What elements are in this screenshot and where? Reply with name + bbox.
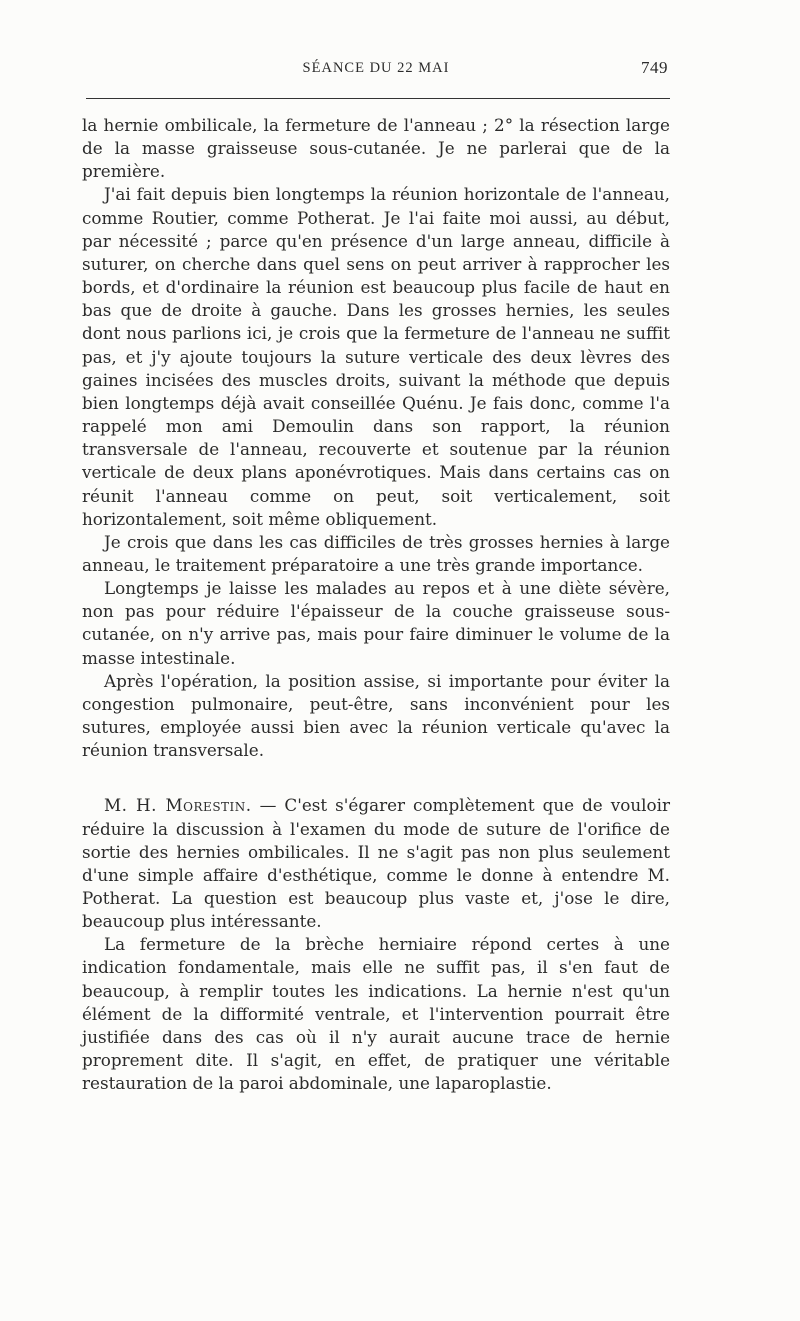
running-header	[84, 60, 668, 84]
page-number: 749	[641, 58, 668, 77]
speaker-paragraph	[82, 794, 670, 933]
paragraph-continuation: la hernie ombilicale, la fermeture de l'anneau ; 2° la résection large de la masse graisseuse sous-cutanée. Je ne parlerai que de la première.	[82, 115, 670, 182]
paragraph: Longtemps je laisse les malades au repos et à une diète sévère, non pas pour réduire l'épaisseur de la couche graisseuse sous-cutanée, on n'y arrive pas, mais pour faire diminuer le volume de la masse intestinale.	[82, 578, 670, 668]
speaker-name: M. H. Morestin.	[104, 795, 252, 816]
running-title: SÉANCE DU 22 MAI	[302, 60, 450, 76]
header-rule	[86, 98, 670, 99]
paragraph: Je crois que dans les cas difficiles de très grosses hernies à large anneau, le traitement préparatoire a une très grande importance.	[82, 531, 670, 575]
paragraph: Après l'opération, la position assise, si importante pour éviter la congestion pulmonaire, peut-être, sans inconvénient pour les sutures, employée aussi bien avec la réunion verticale qu'avec la réunion transversale.	[82, 670, 670, 761]
paragraph: La fermeture de la brèche herniaire répond certes à une indication fondamentale, mais elle ne suffit pas, il s'en faut de beaucoup, à remplir toutes les indications. La hernie n'est qu'un élément de la difformité ventrale, et l'intervention pourrait être justifiée dans des cas où il n'y aurait aucune trace de hernie proprement dite. Il s'agit, en effet, de pratiquer une véritable restauration de la paroi abdominale, une laparoplastie.	[82, 934, 670, 1094]
body-text	[82, 114, 670, 1095]
section-gap	[82, 762, 670, 794]
speaker-text: — C'est s'égarer complètement que de vouloir réduire la discussion à l'examen du mode de suture de l'orifice de sortie des hernies ombilicales. Il ne s'agit pas non plus seulement d'une simple affaire d'esthétique, comme le donne à entendre M. Potherat. La question est beaucoup plus vaste et, j'ose le dire, beaucoup plus intéressante.	[82, 795, 670, 932]
paragraph: J'ai fait depuis bien longtemps la réunion horizontale de l'anneau, comme Routier, comme Potherat. Je l'ai faite moi aussi, au début, par nécessité ; parce qu'en présence d'un large anneau, difficile à suturer, on cherche dans quel sens on peut arriver à rapprocher les bords, et d'ordinaire la réunion est beaucoup plus facile de haut en bas que de droite à gauche. Dans les grosses hernies, les seules dont nous parlions ici, je crois que la fermeture de l'anneau ne suffit pas, et j'y ajoute toujours la suture verticale des deux lèvres des gaines incisées des muscles droits, suivant la méthode que depuis bien longtemps déjà avait conseillée Quénu. Je fais donc, comme l'a rappelé mon ami Demoulin dans son rapport, la réunion transversale de l'anneau, recouverte et soutenue par la réunion verticale de deux plans aponévrotiques. Mais dans certains cas on réunit l'anneau comme on peut, soit verticalement, soit horizontalement, soit même obliquement.	[82, 184, 670, 529]
